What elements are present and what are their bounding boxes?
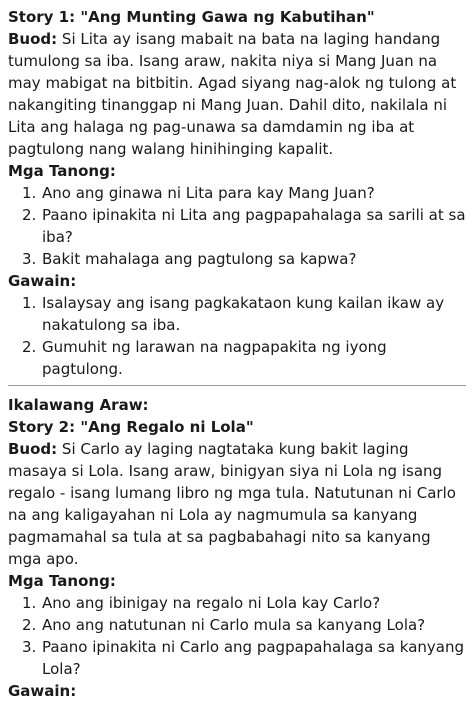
story2-title: Story 2: "Ang Regalo ni Lola" (8, 418, 254, 436)
list-text: Ano ang ibinigay na regalo ni Lola kay Carlo? (42, 594, 381, 612)
story1-gawain-heading: Gawain: (8, 272, 77, 290)
day-heading: Ikalawang Araw: (8, 396, 149, 414)
document-page (8, 6, 466, 702)
story2-tanong-list (8, 592, 466, 680)
section-divider (8, 385, 466, 386)
list-item (8, 204, 466, 248)
list-text: Ano ang ginawa ni Lita para kay Mang Juan? (42, 184, 375, 202)
story2-buod-label: Buod: (8, 440, 58, 458)
story2-buod-text: Si Carlo ay laging nagtataka kung bakit laging masaya si Lola. Isang araw, binigyan siya ni Lola ng isang regalo - isang lumang libro ng mga tula. Natutunan ni Carlo na ang kaligayahan ni Lola ay nagmumula sa kanyang pagmamahal sa tula at sa pagbabahagi nito sa kanyang mga apo. (8, 440, 456, 568)
story1-title: Story 1: "Ang Munting Gawa ng Kabutihan" (8, 8, 375, 26)
list-number: 2. (22, 338, 37, 356)
list-item (8, 182, 466, 204)
story1-buod (8, 28, 466, 160)
story2-buod (8, 438, 466, 570)
list-text: Isalaysay ang isang pagkakataon kung kailan ikaw ay nakatulong sa iba. (42, 294, 445, 334)
list-text: Gumuhit ng larawan na nagpapakita ng iyong pagtulong. (42, 338, 387, 378)
list-number: 1. (22, 184, 37, 202)
list-number: 2. (22, 616, 37, 634)
story1-tanong-list (8, 182, 466, 270)
list-number: 2. (22, 206, 37, 224)
list-number: 1. (22, 294, 37, 312)
list-item (8, 592, 466, 614)
story2-tanong-heading: Mga Tanong: (8, 572, 116, 590)
list-text: Bakit mahalaga ang pagtulong sa kapwa? (42, 250, 357, 268)
list-number: 3. (22, 250, 37, 268)
list-item (8, 614, 466, 636)
list-item (8, 636, 466, 680)
list-text: Ano ang natutunan ni Carlo mula sa kanyang Lola? (42, 616, 426, 634)
list-text: Paano ipinakita ni Lita ang pagpapahalaga sa sarili at sa iba? (42, 206, 466, 246)
story1-gawain-list (8, 292, 466, 380)
list-number: 3. (22, 638, 37, 656)
list-item (8, 336, 466, 380)
list-number: 1. (22, 594, 37, 612)
story1-buod-text: Si Lita ay isang mabait na bata na laging handang tumulong sa iba. Isang araw, nakita niya si Mang Juan na may mabigat na bitbitin. Agad siyang nag-alok ng tulong at nakangiting tinanggap ni Mang Juan. Dahil dito, nakilala ni Lita ang halaga ng pag-unawa sa damdamin ng iba at pagtulong nang walang hinihinging kapalit. (8, 30, 457, 158)
story1-tanong-heading: Mga Tanong: (8, 162, 116, 180)
list-text: Paano ipinakita ni Carlo ang pagpapahalaga sa kanyang Lola? (42, 638, 465, 678)
list-item (8, 248, 466, 270)
story2-gawain-heading: Gawain: (8, 682, 77, 700)
list-item (8, 292, 466, 336)
story1-buod-label: Buod: (8, 30, 58, 48)
